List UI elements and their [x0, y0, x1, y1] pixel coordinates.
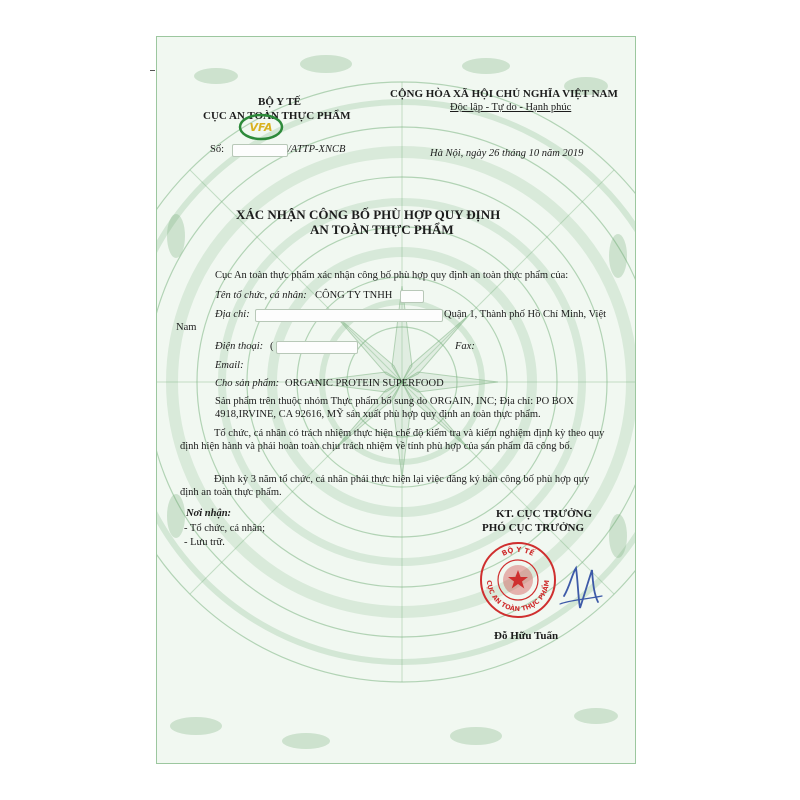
svg-text:VFA: VFA — [249, 121, 273, 134]
phone-label: Điện thoại: — [215, 341, 264, 352]
redacted-phone — [276, 341, 358, 354]
title-line-1: XÁC NHẬN CÔNG BỐ PHÙ HỢP QUY ĐỊNH — [236, 207, 501, 222]
product-label: Cho sản phẩm: — [215, 378, 280, 389]
document-number: /ATTP-XNCB — [288, 144, 346, 155]
signer-role: KT. CỤC TRƯỞNG — [496, 508, 593, 520]
redacted-document-number — [232, 144, 288, 157]
phone-value: ( — [270, 341, 274, 352]
intro-text: Cục An toàn thực phẩm xác nhận công bố phù hợp quy định an toàn thực phẩm của: — [215, 270, 569, 281]
official-seal — [478, 540, 558, 620]
recipients-label: Nơi nhận: — [186, 508, 232, 519]
email-label: Email: — [215, 360, 244, 371]
title-line-2: AN TOÀN THỰC PHẨM — [310, 222, 454, 237]
document-number-label: Số: — [210, 144, 225, 155]
org-label: Tên tổ chức, cá nhân: — [215, 290, 307, 301]
fax-label: Fax: — [455, 341, 475, 352]
org-value: CÔNG TY TNHH — [315, 290, 393, 301]
paragraph-manufacturer: Sản phẩm trên thuộc nhóm Thực phẩm bổ sung do ORGAIN, INC; Địa chỉ: PO BOX 4918,IRVINE, CA 92616, MỸ sản xuất phù hợp quy định an toàn thực phẩm. — [215, 396, 574, 420]
redacted-address — [255, 309, 443, 322]
ministry-name: BỘ Y TẾ — [258, 96, 301, 108]
signer-name: Đỗ Hữu Tuấn — [494, 630, 559, 642]
signer-title: PHÓ CỤC TRƯỞNG — [482, 522, 585, 534]
product-value: ORGANIC PROTEIN SUPERFOOD — [285, 378, 444, 389]
address-value: Quận 1, Thành phố Hồ Chí Minh, Việt — [444, 309, 607, 320]
address-wrap: Nam — [176, 322, 197, 333]
seal-bottom-text: CỤC AN TOÀN THỰC PHẨM — [484, 579, 552, 614]
nation-name: CỘNG HÒA XÃ HỘI CHỦ NGHĨA VIỆT NAM — [390, 88, 618, 100]
issue-date: Hà Nội, ngày 26 tháng 10 năm 2019 — [430, 148, 584, 159]
vfa-logo — [238, 112, 284, 142]
recipient-item: - Tổ chức, cá nhân; — [184, 523, 266, 534]
paragraph-renewal: Định kỳ 3 năm tổ chức, cá nhân phải thực hiện lại việc đăng ký bản công bố phù hợp quy định an toàn thực phẩm. — [180, 474, 590, 498]
handwritten-signature — [556, 556, 606, 616]
svg-text:BỘ Y TẾ — [501, 545, 537, 558]
redacted-org-name — [400, 290, 424, 303]
department-name: CỤC AN TOÀN THỰC PHẨM — [203, 110, 351, 122]
recipient-item: - Lưu trữ. — [184, 537, 225, 548]
seal-top-text: BỘ Y TẾ — [500, 545, 536, 558]
nation-motto: Độc lập - Tự do - Hạnh phúc — [450, 102, 572, 113]
paragraph-responsibility: Tổ chức, cá nhân có trách nhiệm thực hiện chế độ kiểm tra và kiểm nghiệm định kỳ theo quy định hiện hành và phải hoàn toàn chịu trách nhiệm về tính phù hợp của sản phẩm đã công bố. — [180, 428, 605, 452]
address-label: Địa chỉ: — [215, 309, 250, 320]
